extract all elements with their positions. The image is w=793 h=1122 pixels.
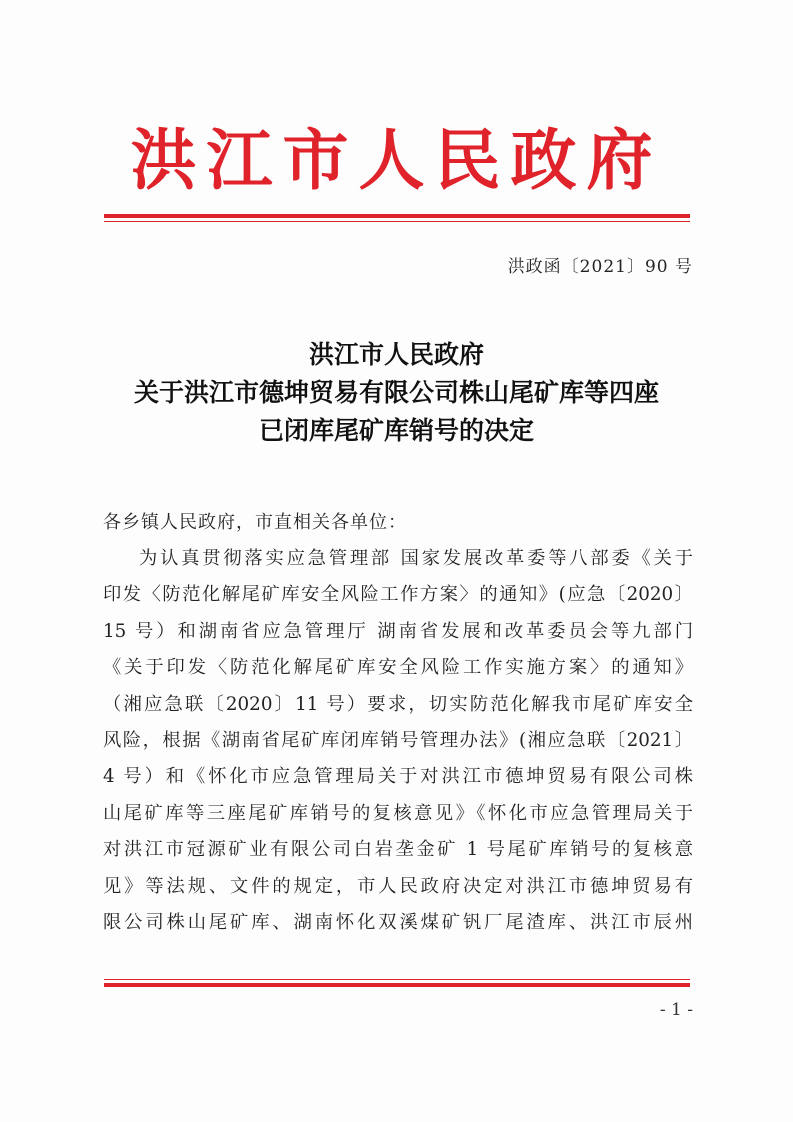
body-line: 4 号）和《怀化市应急管理局关于对洪江市德坤贸易有限公司株 — [103, 766, 693, 788]
body-line: 限公司株山尾矿库、湖南怀化双溪煤矿钒厂尾渣库、洪江市辰州 — [103, 911, 693, 933]
masthead-red-rule — [104, 214, 690, 222]
red-rule-thick — [104, 983, 690, 987]
body-paragraph — [103, 541, 693, 941]
masthead-title: 洪江市人民政府 — [130, 121, 663, 199]
salutation: 各乡镇人民政府，市直相关各单位： — [103, 512, 407, 533]
body-line: 对洪江市冠源矿业有限公司白岩垄金矿 1 号尾矿库销号的复核意 — [103, 839, 693, 861]
footer-red-rule — [104, 979, 690, 987]
page-number: - 1 - — [659, 1000, 693, 1020]
body-line: 15 号）和湖南省应急管理厅 湖南省发展和改革委员会等九部门 — [103, 620, 693, 642]
body-line: 风险，根据《湖南省尾矿库闭库销号管理办法》(湘应急联〔2021〕 — [103, 729, 693, 751]
body-line: 山尾矿库等三座尾矿库销号的复核意见》《怀化市应急管理局关于 — [103, 802, 693, 824]
body-line: 见》等法规、文件的规定，市人民政府决定对洪江市德坤贸易有 — [103, 875, 693, 897]
body-line: （湘应急联〔2020〕11 号）要求，切实防范化解我市尾矿库安全 — [103, 693, 693, 715]
body-line: 为认真贯彻落实应急管理部 国家发展改革委等八部委《关于 — [139, 548, 693, 569]
red-rule-thin — [104, 221, 690, 222]
body-line: 《关于印发〈防范化解尾矿库安全风险工作实施方案〉的通知》 — [103, 657, 693, 679]
body-line: 印发〈防范化解尾矿库安全风险工作方案〉的通知》(应急〔2020〕 — [103, 584, 693, 606]
title-line-1: 洪江市人民政府 — [308, 340, 484, 369]
document-number: 洪政函〔2021〕90 号 — [507, 257, 693, 277]
title-line-3: 已闭库尾矿库销号的决定 — [258, 416, 534, 445]
title-line-2: 关于洪江市德坤贸易有限公司株山尾矿库等四座 — [133, 378, 659, 407]
document-title — [0, 336, 793, 450]
